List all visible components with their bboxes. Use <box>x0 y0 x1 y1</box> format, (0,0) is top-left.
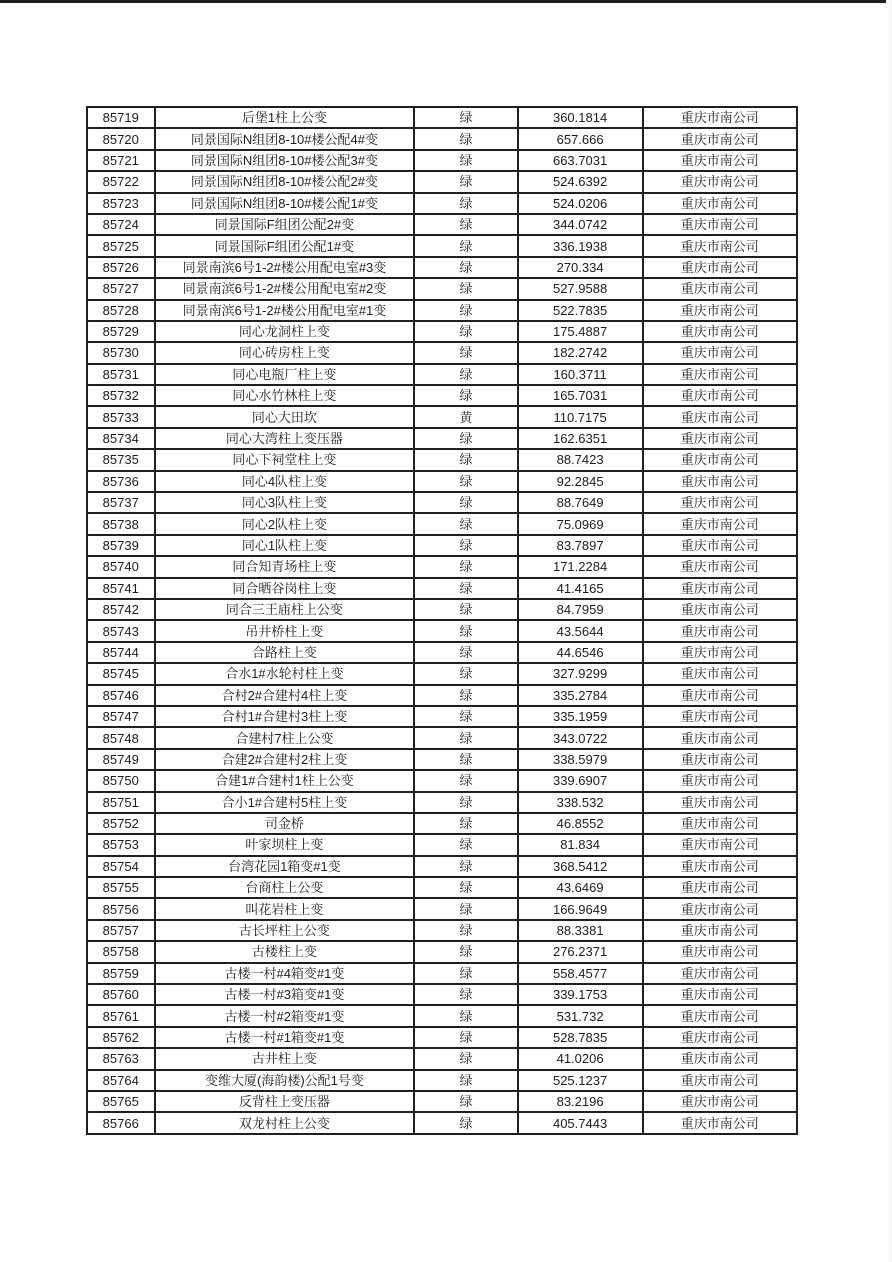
table-row <box>87 749 797 770</box>
id-cell: 85734 <box>87 428 155 449</box>
company-cell: 重庆市南公司 <box>643 342 798 363</box>
status-cell: 绿 <box>414 128 517 149</box>
table-row <box>87 1005 797 1026</box>
status-cell: 绿 <box>414 492 517 513</box>
scan-edge-shade <box>886 0 892 1262</box>
value-cell: 165.7031 <box>518 385 643 406</box>
id-cell: 85732 <box>87 385 155 406</box>
name-cell: 同合晒谷岗柱上变 <box>155 578 415 599</box>
table-row <box>87 321 797 342</box>
value-cell: 343.0722 <box>518 727 643 748</box>
table-row <box>87 963 797 984</box>
table-row <box>87 941 797 962</box>
company-cell: 重庆市南公司 <box>643 1070 798 1091</box>
status-cell: 绿 <box>414 663 517 684</box>
id-cell: 85719 <box>87 107 155 128</box>
status-cell: 绿 <box>414 364 517 385</box>
name-cell: 古楼一村#2箱变#1变 <box>155 1005 415 1026</box>
id-cell: 85751 <box>87 792 155 813</box>
company-cell: 重庆市南公司 <box>643 706 798 727</box>
value-cell: 166.9649 <box>518 898 643 919</box>
name-cell: 合建村7柱上公变 <box>155 727 415 748</box>
table-row <box>87 663 797 684</box>
scan-artifact-top-line <box>0 0 886 3</box>
name-cell: 合村1#合建村3柱上变 <box>155 706 415 727</box>
table-row <box>87 642 797 663</box>
status-cell: 绿 <box>414 107 517 128</box>
table-row <box>87 428 797 449</box>
status-cell: 绿 <box>414 834 517 855</box>
name-cell: 合小1#合建村5柱上变 <box>155 792 415 813</box>
id-cell: 85765 <box>87 1091 155 1112</box>
company-cell: 重庆市南公司 <box>643 898 798 919</box>
value-cell: 335.2784 <box>518 685 643 706</box>
value-cell: 171.2284 <box>518 556 643 577</box>
name-cell: 叶家坝柱上变 <box>155 834 415 855</box>
id-cell: 85756 <box>87 898 155 919</box>
name-cell: 吊井桥柱上变 <box>155 620 415 641</box>
status-cell: 绿 <box>414 1091 517 1112</box>
name-cell: 同心水竹林柱上变 <box>155 385 415 406</box>
table-row <box>87 150 797 171</box>
table-row <box>87 1091 797 1112</box>
table-row <box>87 727 797 748</box>
name-cell: 同心1队柱上变 <box>155 535 415 556</box>
value-cell: 527.9588 <box>518 278 643 299</box>
status-cell: 绿 <box>414 898 517 919</box>
value-cell: 81.834 <box>518 834 643 855</box>
id-cell: 85731 <box>87 364 155 385</box>
status-cell: 绿 <box>414 770 517 791</box>
table-row <box>87 492 797 513</box>
status-cell: 绿 <box>414 727 517 748</box>
company-cell: 重庆市南公司 <box>643 1048 798 1069</box>
value-cell: 160.3711 <box>518 364 643 385</box>
value-cell: 46.8552 <box>518 813 643 834</box>
table-row <box>87 193 797 214</box>
company-cell: 重庆市南公司 <box>643 385 798 406</box>
id-cell: 85749 <box>87 749 155 770</box>
value-cell: 41.0206 <box>518 1048 643 1069</box>
id-cell: 85766 <box>87 1112 155 1133</box>
table-row <box>87 556 797 577</box>
status-cell: 绿 <box>414 385 517 406</box>
status-cell: 绿 <box>414 556 517 577</box>
name-cell: 合村2#合建村4柱上变 <box>155 685 415 706</box>
id-cell: 85759 <box>87 963 155 984</box>
value-cell: 405.7443 <box>518 1112 643 1133</box>
id-cell: 85739 <box>87 535 155 556</box>
value-cell: 335.1959 <box>518 706 643 727</box>
status-cell: 绿 <box>414 813 517 834</box>
value-cell: 327.9299 <box>518 663 643 684</box>
value-cell: 182.2742 <box>518 342 643 363</box>
company-cell: 重庆市南公司 <box>643 406 798 427</box>
status-cell: 绿 <box>414 150 517 171</box>
name-cell: 同景国际F组团公配2#变 <box>155 214 415 235</box>
table-row <box>87 620 797 641</box>
status-cell: 绿 <box>414 792 517 813</box>
status-cell: 绿 <box>414 342 517 363</box>
value-cell: 524.0206 <box>518 193 643 214</box>
value-cell: 657.666 <box>518 128 643 149</box>
table-row <box>87 1070 797 1091</box>
id-cell: 85764 <box>87 1070 155 1091</box>
name-cell: 同心龙洞柱上变 <box>155 321 415 342</box>
table-row <box>87 578 797 599</box>
table-row <box>87 342 797 363</box>
value-cell: 88.3381 <box>518 920 643 941</box>
name-cell: 古井柱上变 <box>155 1048 415 1069</box>
company-cell: 重庆市南公司 <box>643 1005 798 1026</box>
value-cell: 44.6546 <box>518 642 643 663</box>
id-cell: 85763 <box>87 1048 155 1069</box>
id-cell: 85746 <box>87 685 155 706</box>
name-cell: 合建2#合建村2柱上变 <box>155 749 415 770</box>
table-row <box>87 877 797 898</box>
name-cell: 同合三王庙柱上公变 <box>155 599 415 620</box>
id-cell: 85754 <box>87 856 155 877</box>
name-cell: 台商柱上公变 <box>155 877 415 898</box>
name-cell: 同心下祠堂柱上变 <box>155 449 415 470</box>
value-cell: 88.7423 <box>518 449 643 470</box>
value-cell: 338.5979 <box>518 749 643 770</box>
status-cell: 绿 <box>414 856 517 877</box>
company-cell: 重庆市南公司 <box>643 492 798 513</box>
name-cell: 反背柱上变压器 <box>155 1091 415 1112</box>
company-cell: 重庆市南公司 <box>643 685 798 706</box>
table-row <box>87 214 797 235</box>
table-row <box>87 792 797 813</box>
status-cell: 绿 <box>414 449 517 470</box>
name-cell: 同景国际N组团8-10#楼公配3#变 <box>155 150 415 171</box>
company-cell: 重庆市南公司 <box>643 321 798 342</box>
name-cell: 古楼一村#4箱变#1变 <box>155 963 415 984</box>
company-cell: 重庆市南公司 <box>643 128 798 149</box>
table-row <box>87 834 797 855</box>
company-cell: 重庆市南公司 <box>643 1091 798 1112</box>
value-cell: 92.2845 <box>518 471 643 492</box>
value-cell: 83.7897 <box>518 535 643 556</box>
status-cell: 绿 <box>414 578 517 599</box>
company-cell: 重庆市南公司 <box>643 727 798 748</box>
company-cell: 重庆市南公司 <box>643 813 798 834</box>
value-cell: 368.5412 <box>518 856 643 877</box>
table-row <box>87 235 797 256</box>
value-cell: 531.732 <box>518 1005 643 1026</box>
status-cell: 绿 <box>414 1005 517 1026</box>
name-cell: 同心电瓶厂柱上变 <box>155 364 415 385</box>
value-cell: 75.0969 <box>518 513 643 534</box>
company-cell: 重庆市南公司 <box>643 513 798 534</box>
id-cell: 85743 <box>87 620 155 641</box>
id-cell: 85745 <box>87 663 155 684</box>
value-cell: 83.2196 <box>518 1091 643 1112</box>
id-cell: 85737 <box>87 492 155 513</box>
value-cell: 162.6351 <box>518 428 643 449</box>
id-cell: 85740 <box>87 556 155 577</box>
id-cell: 85738 <box>87 513 155 534</box>
id-cell: 85726 <box>87 257 155 278</box>
table-row <box>87 385 797 406</box>
company-cell: 重庆市南公司 <box>643 278 798 299</box>
id-cell: 85742 <box>87 599 155 620</box>
company-cell: 重庆市南公司 <box>643 535 798 556</box>
company-cell: 重庆市南公司 <box>643 599 798 620</box>
id-cell: 85744 <box>87 642 155 663</box>
value-cell: 276.2371 <box>518 941 643 962</box>
name-cell: 台湾花园1箱变#1变 <box>155 856 415 877</box>
company-cell: 重庆市南公司 <box>643 792 798 813</box>
name-cell: 叫花岩柱上变 <box>155 898 415 919</box>
table-row <box>87 770 797 791</box>
value-cell: 175.4887 <box>518 321 643 342</box>
table-row <box>87 856 797 877</box>
status-cell: 绿 <box>414 535 517 556</box>
status-cell: 绿 <box>414 214 517 235</box>
company-cell: 重庆市南公司 <box>643 364 798 385</box>
id-cell: 85758 <box>87 941 155 962</box>
name-cell: 同心大湾柱上变压器 <box>155 428 415 449</box>
name-cell: 同景国际N组团8-10#楼公配4#变 <box>155 128 415 149</box>
value-cell: 525.1237 <box>518 1070 643 1091</box>
table-row <box>87 599 797 620</box>
name-cell: 同合知青场柱上变 <box>155 556 415 577</box>
status-cell: 绿 <box>414 171 517 192</box>
table-row <box>87 257 797 278</box>
company-cell: 重庆市南公司 <box>643 941 798 962</box>
status-cell: 黄 <box>414 406 517 427</box>
id-cell: 85727 <box>87 278 155 299</box>
status-cell: 绿 <box>414 877 517 898</box>
id-cell: 85755 <box>87 877 155 898</box>
company-cell: 重庆市南公司 <box>643 1112 798 1133</box>
table-row <box>87 685 797 706</box>
value-cell: 110.7175 <box>518 406 643 427</box>
company-cell: 重庆市南公司 <box>643 107 798 128</box>
company-cell: 重庆市南公司 <box>643 749 798 770</box>
table-row <box>87 1048 797 1069</box>
status-cell: 绿 <box>414 599 517 620</box>
company-cell: 重庆市南公司 <box>643 171 798 192</box>
name-cell: 古楼柱上变 <box>155 941 415 962</box>
table-row <box>87 128 797 149</box>
name-cell: 同景国际F组团公配1#变 <box>155 235 415 256</box>
company-cell: 重庆市南公司 <box>643 193 798 214</box>
id-cell: 85730 <box>87 342 155 363</box>
name-cell: 合路柱上变 <box>155 642 415 663</box>
value-cell: 43.5644 <box>518 620 643 641</box>
value-cell: 336.1938 <box>518 235 643 256</box>
status-cell: 绿 <box>414 235 517 256</box>
id-cell: 85721 <box>87 150 155 171</box>
table-row <box>87 813 797 834</box>
value-cell: 43.6469 <box>518 877 643 898</box>
company-cell: 重庆市南公司 <box>643 620 798 641</box>
name-cell: 双龙村柱上公变 <box>155 1112 415 1133</box>
status-cell: 绿 <box>414 1070 517 1091</box>
value-cell: 663.7031 <box>518 150 643 171</box>
id-cell: 85722 <box>87 171 155 192</box>
company-cell: 重庆市南公司 <box>643 856 798 877</box>
transformer-record-table <box>86 106 798 1135</box>
value-cell: 522.7835 <box>518 300 643 321</box>
company-cell: 重庆市南公司 <box>643 235 798 256</box>
status-cell: 绿 <box>414 685 517 706</box>
value-cell: 338.532 <box>518 792 643 813</box>
name-cell: 合水1#水轮村柱上变 <box>155 663 415 684</box>
table-row <box>87 171 797 192</box>
value-cell: 84.7959 <box>518 599 643 620</box>
value-cell: 41.4165 <box>518 578 643 599</box>
table-row <box>87 406 797 427</box>
id-cell: 85762 <box>87 1027 155 1048</box>
company-cell: 重庆市南公司 <box>643 770 798 791</box>
id-cell: 85723 <box>87 193 155 214</box>
id-cell: 85720 <box>87 128 155 149</box>
company-cell: 重庆市南公司 <box>643 556 798 577</box>
company-cell: 重庆市南公司 <box>643 642 798 663</box>
id-cell: 85725 <box>87 235 155 256</box>
company-cell: 重庆市南公司 <box>643 578 798 599</box>
status-cell: 绿 <box>414 920 517 941</box>
value-cell: 270.334 <box>518 257 643 278</box>
company-cell: 重庆市南公司 <box>643 834 798 855</box>
name-cell: 古长坪柱上公变 <box>155 920 415 941</box>
status-cell: 绿 <box>414 300 517 321</box>
table-row <box>87 898 797 919</box>
table-row <box>87 513 797 534</box>
status-cell: 绿 <box>414 1027 517 1048</box>
name-cell: 同景南滨6号1-2#楼公用配电室#3变 <box>155 257 415 278</box>
id-cell: 85748 <box>87 727 155 748</box>
table-row <box>87 1027 797 1048</box>
company-cell: 重庆市南公司 <box>643 1027 798 1048</box>
id-cell: 85741 <box>87 578 155 599</box>
name-cell: 同景南滨6号1-2#楼公用配电室#2变 <box>155 278 415 299</box>
name-cell: 同心大田坎 <box>155 406 415 427</box>
table-row <box>87 107 797 128</box>
id-cell: 85747 <box>87 706 155 727</box>
company-cell: 重庆市南公司 <box>643 920 798 941</box>
name-cell: 同景国际N组团8-10#楼公配1#变 <box>155 193 415 214</box>
table-row <box>87 1112 797 1133</box>
table-row <box>87 706 797 727</box>
company-cell: 重庆市南公司 <box>643 150 798 171</box>
company-cell: 重庆市南公司 <box>643 214 798 235</box>
id-cell: 85750 <box>87 770 155 791</box>
id-cell: 85728 <box>87 300 155 321</box>
name-cell: 同景南滨6号1-2#楼公用配电室#1变 <box>155 300 415 321</box>
status-cell: 绿 <box>414 1112 517 1133</box>
status-cell: 绿 <box>414 1048 517 1069</box>
status-cell: 绿 <box>414 513 517 534</box>
table-row <box>87 300 797 321</box>
table-row <box>87 471 797 492</box>
status-cell: 绿 <box>414 428 517 449</box>
id-cell: 85760 <box>87 984 155 1005</box>
id-cell: 85736 <box>87 471 155 492</box>
id-cell: 85752 <box>87 813 155 834</box>
name-cell: 同心砖房柱上变 <box>155 342 415 363</box>
value-cell: 558.4577 <box>518 963 643 984</box>
table-row <box>87 984 797 1005</box>
company-cell: 重庆市南公司 <box>643 449 798 470</box>
table-body <box>87 107 797 1134</box>
id-cell: 85735 <box>87 449 155 470</box>
status-cell: 绿 <box>414 963 517 984</box>
name-cell: 古楼一村#1箱变#1变 <box>155 1027 415 1048</box>
status-cell: 绿 <box>414 321 517 342</box>
company-cell: 重庆市南公司 <box>643 300 798 321</box>
name-cell: 古楼一村#3箱变#1变 <box>155 984 415 1005</box>
value-cell: 339.6907 <box>518 770 643 791</box>
id-cell: 85729 <box>87 321 155 342</box>
company-cell: 重庆市南公司 <box>643 984 798 1005</box>
value-cell: 524.6392 <box>518 171 643 192</box>
id-cell: 85724 <box>87 214 155 235</box>
status-cell: 绿 <box>414 278 517 299</box>
name-cell: 合建1#合建村1柱上公变 <box>155 770 415 791</box>
company-cell: 重庆市南公司 <box>643 663 798 684</box>
status-cell: 绿 <box>414 749 517 770</box>
value-cell: 528.7835 <box>518 1027 643 1048</box>
name-cell: 同景国际N组团8-10#楼公配2#变 <box>155 171 415 192</box>
value-cell: 344.0742 <box>518 214 643 235</box>
table-row <box>87 364 797 385</box>
company-cell: 重庆市南公司 <box>643 877 798 898</box>
status-cell: 绿 <box>414 193 517 214</box>
id-cell: 85757 <box>87 920 155 941</box>
id-cell: 85733 <box>87 406 155 427</box>
status-cell: 绿 <box>414 257 517 278</box>
name-cell: 同心2队柱上变 <box>155 513 415 534</box>
status-cell: 绿 <box>414 471 517 492</box>
status-cell: 绿 <box>414 620 517 641</box>
status-cell: 绿 <box>414 984 517 1005</box>
name-cell: 司金桥 <box>155 813 415 834</box>
value-cell: 360.1814 <box>518 107 643 128</box>
value-cell: 88.7649 <box>518 492 643 513</box>
table-row <box>87 278 797 299</box>
status-cell: 绿 <box>414 642 517 663</box>
status-cell: 绿 <box>414 941 517 962</box>
name-cell: 后堡1柱上公变 <box>155 107 415 128</box>
table-row <box>87 535 797 556</box>
company-cell: 重庆市南公司 <box>643 963 798 984</box>
company-cell: 重庆市南公司 <box>643 471 798 492</box>
id-cell: 85753 <box>87 834 155 855</box>
status-cell: 绿 <box>414 706 517 727</box>
name-cell: 同心4队柱上变 <box>155 471 415 492</box>
value-cell: 339.1753 <box>518 984 643 1005</box>
name-cell: 变维大厦(海韵楼)公配1号变 <box>155 1070 415 1091</box>
company-cell: 重庆市南公司 <box>643 428 798 449</box>
id-cell: 85761 <box>87 1005 155 1026</box>
name-cell: 同心3队柱上变 <box>155 492 415 513</box>
company-cell: 重庆市南公司 <box>643 257 798 278</box>
table-row <box>87 920 797 941</box>
table-row <box>87 449 797 470</box>
